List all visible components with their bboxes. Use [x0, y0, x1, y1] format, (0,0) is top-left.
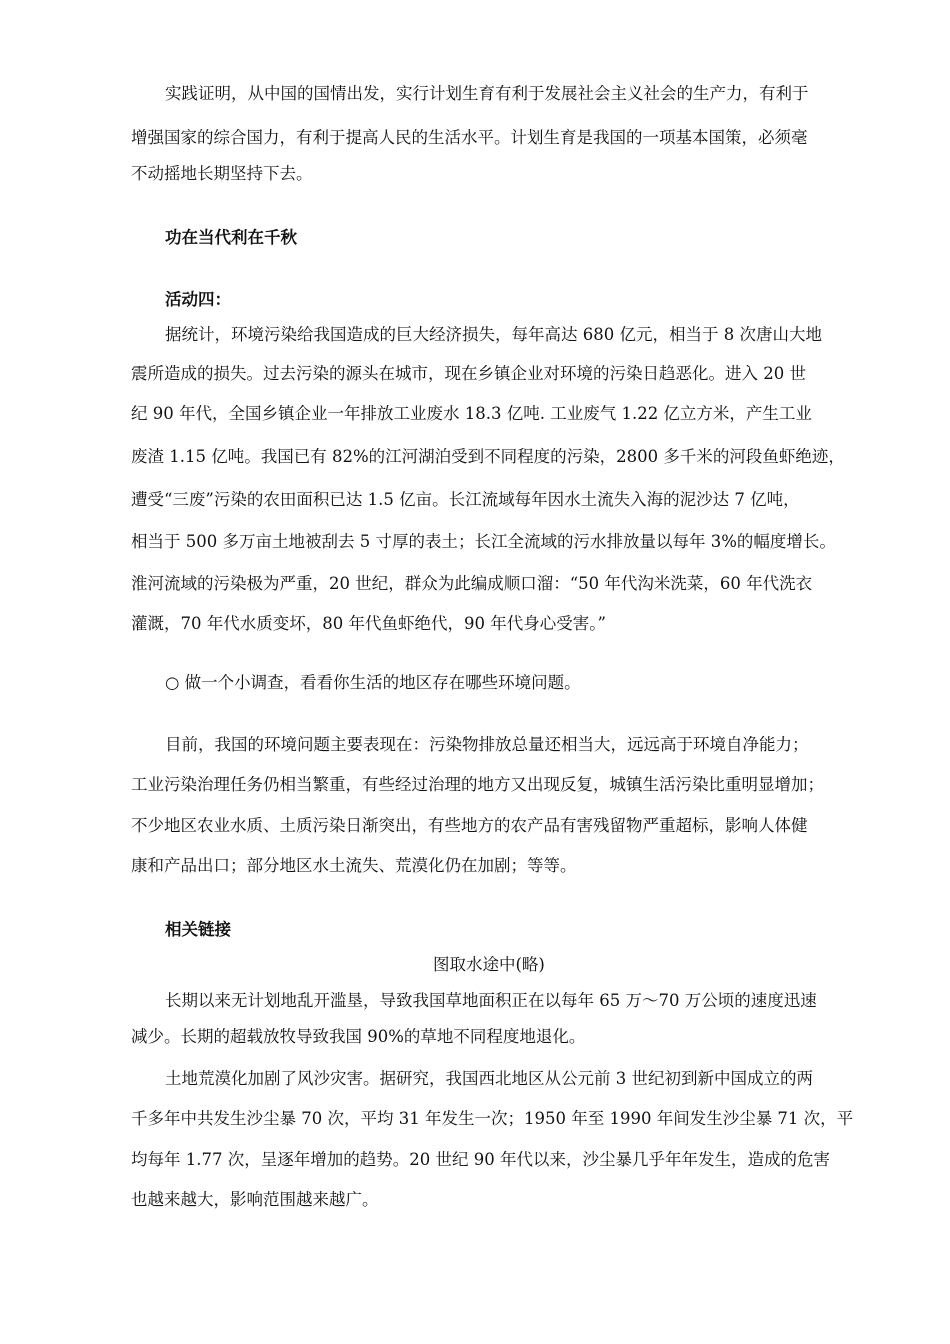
pollution-line: 灌溉，70 年代水质变坏，80 年代鱼虾绝代，90 年代身心受害。”	[131, 614, 606, 633]
pollution-line: 据统计，环境污染给我国造成的巨大经济损失，每年高达 680 亿元，相当于 8 次唐山大地	[165, 325, 822, 344]
activity-heading: 活动四：	[165, 290, 231, 309]
grassland-line: 长期以来无计划地乱开滥垦，导致我国草地面积正在以每年 65 万～70 万公顷的速度迅速	[165, 991, 817, 1010]
problems-line: 不少地区农业水质、土质污染日渐突出，有些地方的农产品有害残留物严重超标，影响人体健	[131, 816, 808, 835]
figure-caption: 图取水途中(略)	[433, 955, 545, 974]
problems-line: 康和产品出口；部分地区水土流失、荒漠化仍在加剧；等等。	[131, 856, 577, 875]
pollution-line: 纪 90 年代，全国乡镇企业一年排放工业废水 18.3 亿吨. 工业废气 1.22 亿立方米，产生工业	[131, 404, 812, 423]
intro-line: 实践证明，从中国的国情出发，实行计划生育有利于发展社会主义社会的生产力，有利于	[165, 84, 809, 103]
pollution-line: 淮河流域的污染极为严重，20 世纪，群众为此编成顺口溜：“50 年代沟米洗菜，60 年代洗衣	[131, 574, 813, 593]
pollution-line: 遭受“三废”污染的农田面积已达 1.5 亿亩。长江流域每年因水土流失入海的泥沙达 7 亿吨，	[131, 490, 800, 509]
pollution-line: 震所造成的损失。过去污染的源头在城市，现在乡镇企业对环境的污染日趋恶化。进入 20 世	[131, 364, 806, 383]
problems-line: 目前，我国的环境问题主要表现在：污染物排放总量还相当大，远远高于环境自净能力；	[165, 735, 809, 754]
grassland-line: 减少。长期的超载放牧导致我国 90%的草地不同程度地退化。	[131, 1027, 586, 1046]
intro-line: 增强国家的综合国力，有利于提高人民的生活水平。计划生育是我国的一项基本国策，必须毫	[131, 128, 808, 147]
pollution-line: 相当于 500 多万亩土地被刮去 5 寸厚的表土；长江全流域的污水排放量以每年 3%的幅度增长。	[131, 532, 836, 551]
sandstorm-line: 也越来越大，影响范围越来越广。	[131, 1190, 379, 1209]
intro-line: 不动摇地长期坚持下去。	[131, 164, 313, 183]
pollution-line: 废渣 1.15 亿吨。我国已有 82%的江河湖泊受到不同程度的污染，2800 多千米的河段鱼虾绝迹，	[131, 447, 845, 466]
sandstorm-line: 土地荒漠化加剧了风沙灾害。据研究，我国西北地区从公元前 3 世纪初到新中国成立的两	[165, 1069, 813, 1088]
related-links-heading: 相关链接	[165, 920, 231, 939]
survey-prompt: ○ 做一个小调查，看看你生活的地区存在哪些环境问题。	[165, 673, 581, 692]
section-heading: 功在当代利在千秋	[165, 228, 297, 247]
sandstorm-line: 千多年中共发生沙尘暴 70 次，平均 31 年发生一次；1950 年至 1990 年间发生沙尘暴 71 次，平	[131, 1109, 854, 1128]
problems-line: 工业污染治理任务仍相当繁重，有些经过治理的地方又出现反复，城镇生活污染比重明显增加；	[131, 775, 824, 794]
sandstorm-line: 均每年 1.77 次，呈逐年增加的趋势。20 世纪 90 年代以来，沙尘暴几乎年年发生，造成的危害	[131, 1150, 830, 1169]
